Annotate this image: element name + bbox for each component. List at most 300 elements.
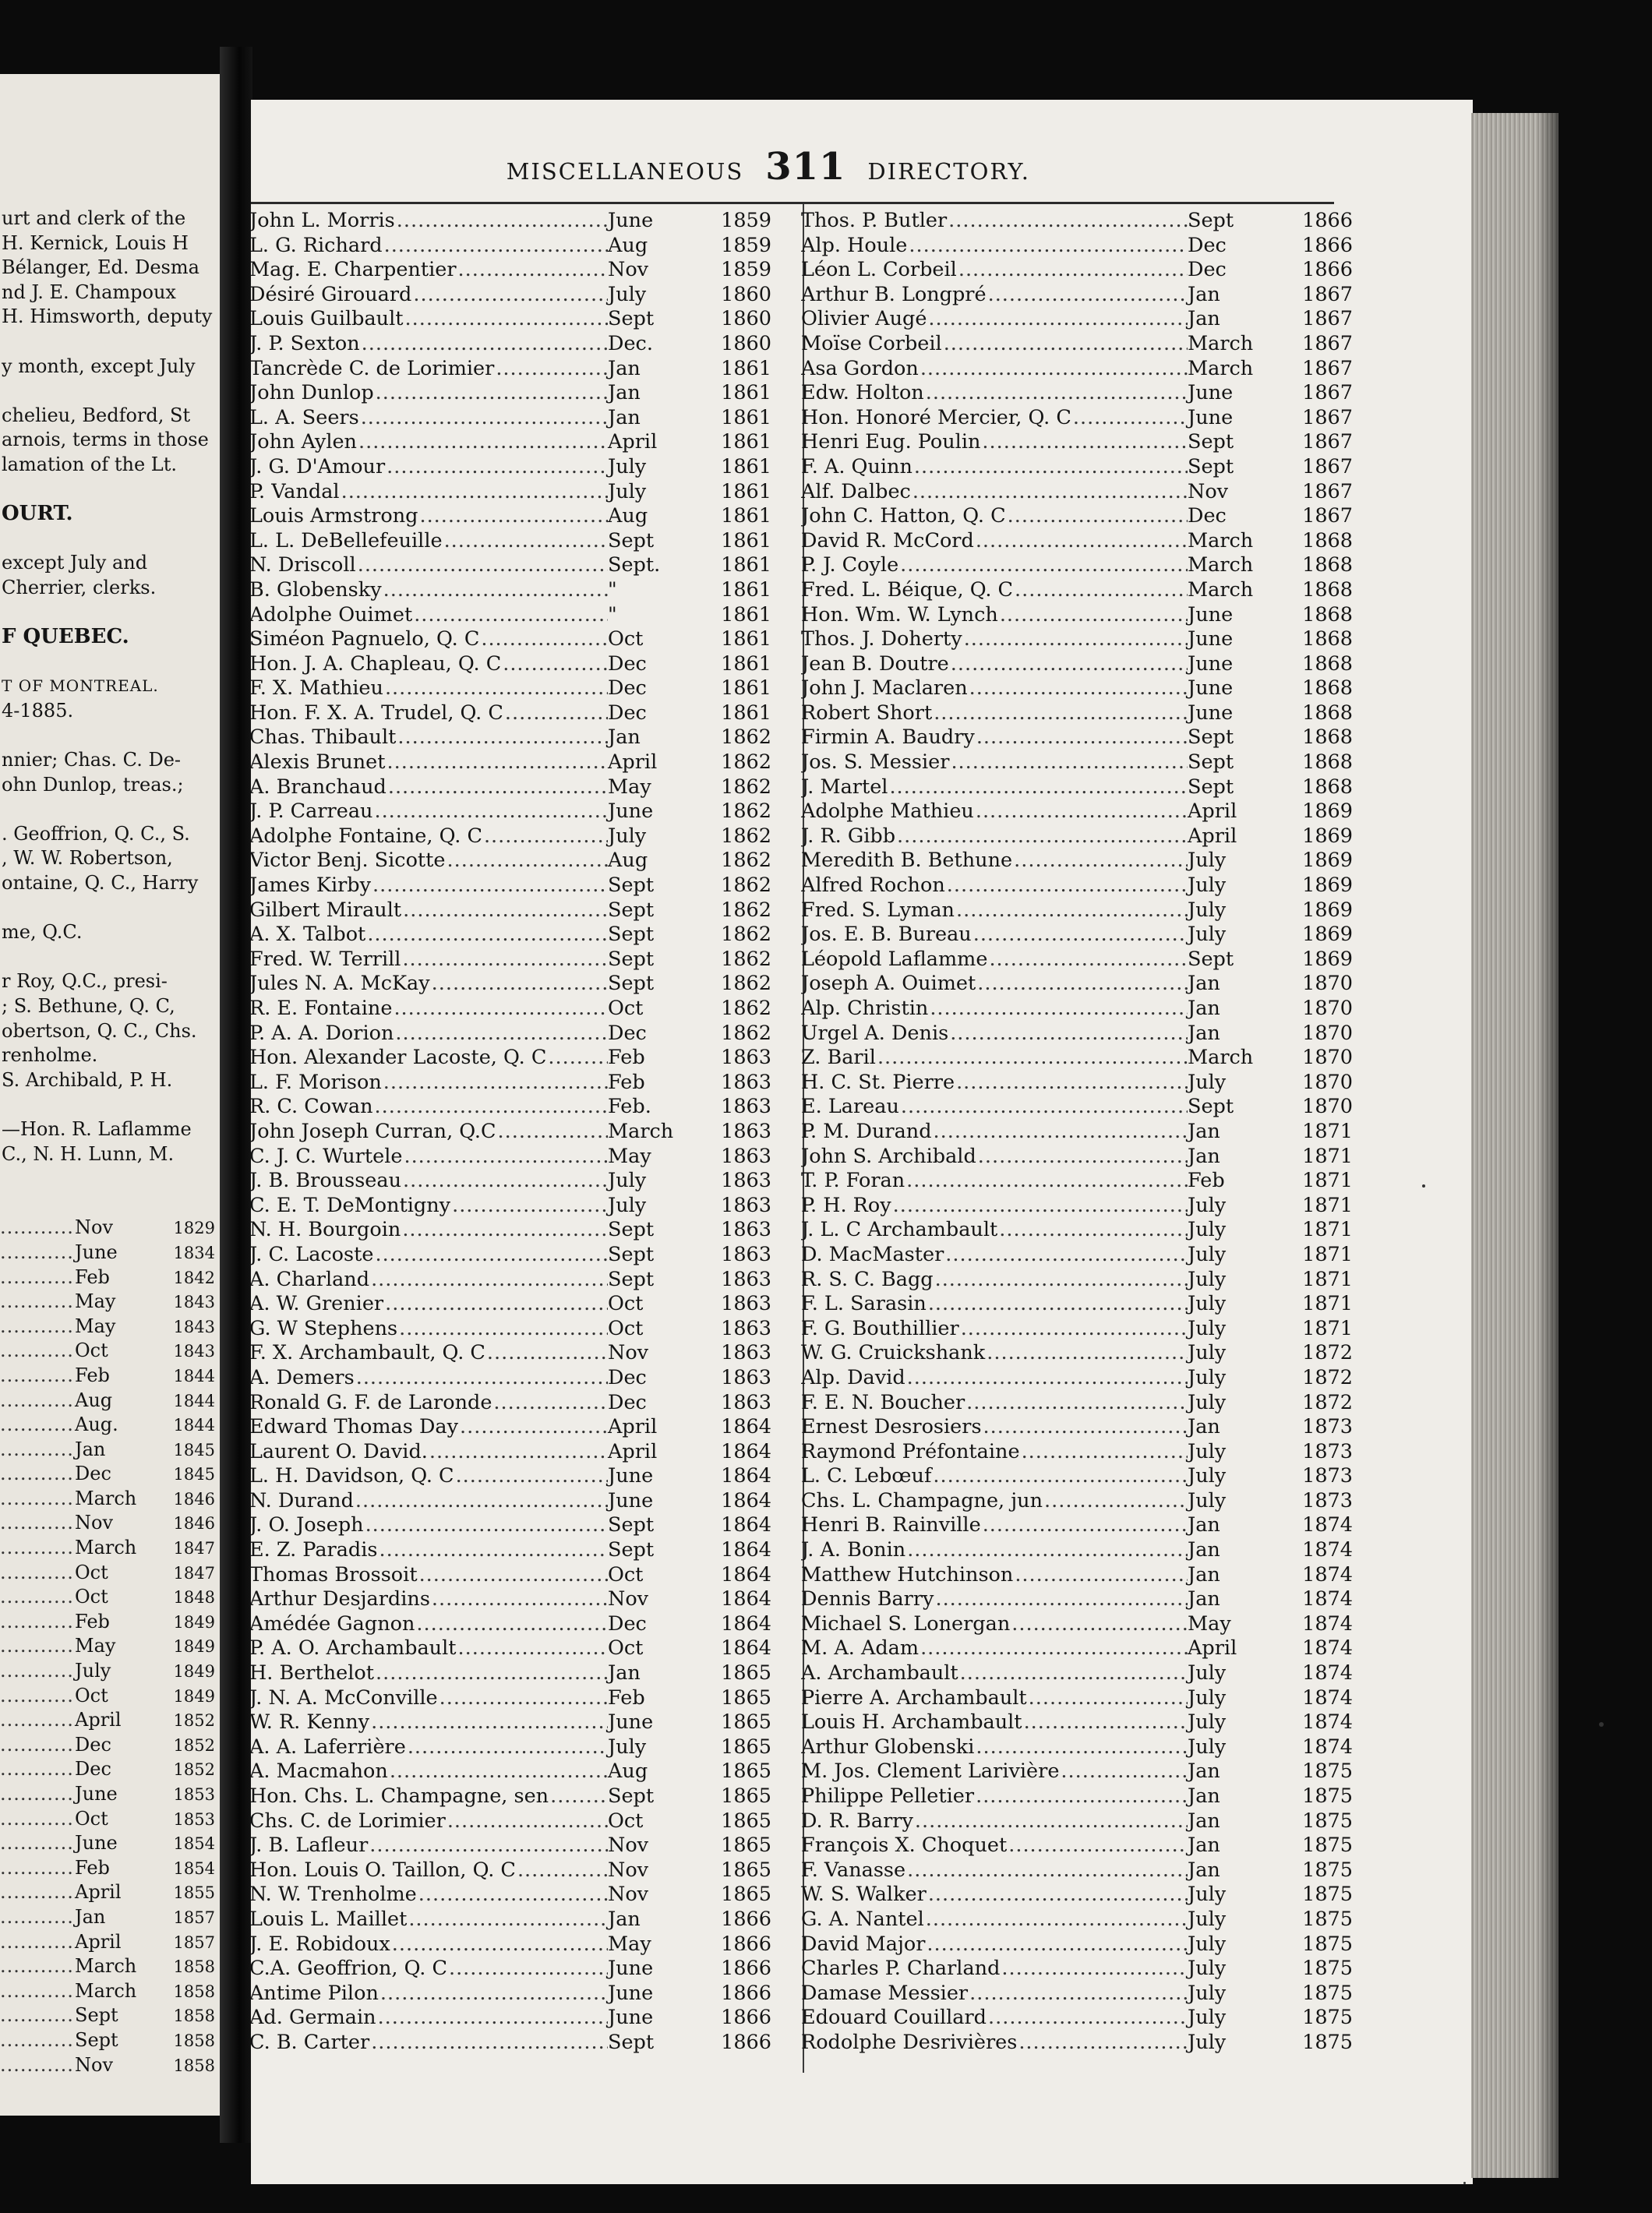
entry-month: Jan	[608, 1907, 641, 1931]
left-page-line: Bélanger, Ed. Desma	[2, 256, 199, 279]
directory-entry	[249, 1366, 771, 1391]
dot-leader	[934, 1587, 1188, 1612]
entry-name: E. Z. Paradis	[249, 1538, 378, 1562]
entry-name: John Aylen	[249, 430, 357, 454]
entry-year: 1870	[1302, 972, 1353, 996]
dot-leader	[928, 997, 1188, 1022]
directory-entry	[801, 1489, 1353, 1514]
entry-month: Sept	[1188, 209, 1234, 232]
directory-entry	[249, 849, 771, 874]
left-page-line: obertson, Q. C., Chs.	[2, 1019, 197, 1042]
directory-entry	[249, 1908, 771, 1932]
left-page-date-entry	[0, 1413, 220, 1438]
directory-entry	[249, 799, 771, 824]
dot-leader	[485, 1341, 608, 1366]
entry-name: J. P. Sexton	[249, 331, 360, 355]
entry-year: 1863	[721, 1292, 771, 1316]
entry-year: 1870	[1302, 997, 1353, 1020]
entry-name: E. Lareau	[801, 1095, 899, 1119]
dot-leader	[948, 1022, 1188, 1046]
dot-leader	[365, 923, 608, 948]
left-page-line	[0, 650, 220, 675]
entry-name: W. S. Walker	[801, 1883, 927, 1907]
entry-year: 1872	[1302, 1390, 1353, 1414]
dot-leader	[369, 2031, 608, 2056]
left-page-line: H. Himsworth, deputy	[2, 305, 213, 328]
dot-leader	[354, 1489, 608, 1514]
directory-entry	[801, 332, 1353, 357]
dot-leader	[417, 1883, 608, 1908]
left-date-month: Oct	[75, 1684, 108, 1707]
directory-entry	[801, 406, 1353, 431]
left-page-date-entry	[0, 1364, 220, 1389]
left-page-line: urt and clerk of the	[2, 207, 186, 229]
directory-entry	[249, 997, 771, 1022]
dot-leader	[932, 1120, 1188, 1145]
left-date-year: 1852	[173, 1760, 215, 1780]
entry-year: 1867	[1302, 282, 1353, 306]
left-page-date-entry	[0, 1831, 220, 1856]
left-page-line: T OF MONTREAL.	[2, 676, 159, 696]
dot-leader	[430, 1587, 608, 1612]
directory-entry	[249, 701, 771, 726]
entry-year: 1867	[1302, 454, 1353, 478]
entry-year: 1873	[1302, 1415, 1353, 1439]
entry-month: Feb.	[608, 1095, 651, 1119]
left-date-month: Dec	[75, 1463, 111, 1485]
entry-month: July	[1188, 1267, 1227, 1291]
ink-fleck	[1422, 1184, 1425, 1188]
entry-year: 1869	[1302, 898, 1353, 922]
entry-month: Sept	[1188, 454, 1234, 478]
entry-name: Louis Armstrong	[249, 504, 418, 528]
directory-entry	[801, 1686, 1353, 1711]
directory-entry	[249, 603, 771, 628]
entry-month: Feb	[608, 1046, 645, 1070]
directory-entry	[801, 1710, 1353, 1735]
entry-year: 1861	[721, 651, 771, 676]
dot-leader	[0, 1954, 75, 1979]
entry-month: March	[1188, 577, 1254, 602]
left-page-date-entry	[0, 1290, 220, 1315]
entry-year: 1863	[721, 1119, 771, 1143]
left-page-date-entry	[0, 1265, 220, 1290]
entry-name: G. A. Nantel	[801, 1907, 924, 1931]
dot-leader	[401, 1218, 608, 1243]
entry-year: 1868	[1302, 676, 1353, 701]
left-page-line: lamation of the Lt.	[2, 453, 178, 475]
dot-leader	[891, 1194, 1188, 1219]
directory-entry	[249, 1095, 771, 1120]
left-page-date-entry	[0, 1315, 220, 1339]
dot-leader	[972, 923, 1188, 948]
left-date-month: Jan	[75, 1438, 106, 1460]
entry-year: 1875	[1302, 1883, 1353, 1907]
dot-leader	[0, 1561, 75, 1586]
entry-name: J. N. A. McConville	[249, 1685, 438, 1710]
directory-entry	[801, 1292, 1353, 1317]
entry-year: 1868	[1302, 750, 1353, 775]
entry-name: Alfred Rochon	[801, 874, 945, 898]
entry-month: Jan	[1188, 1513, 1220, 1537]
entry-month: Sept	[608, 1267, 655, 1291]
left-date-month: April	[75, 1881, 122, 1904]
left-date-month: Nov	[75, 1216, 114, 1239]
entry-name: J. E. Robidoux	[249, 1932, 390, 1956]
left-page-line: except July and	[2, 552, 148, 574]
dot-leader	[0, 1856, 75, 1881]
dot-leader	[0, 1265, 75, 1290]
dot-leader	[359, 406, 608, 431]
entry-year: 1869	[1302, 874, 1353, 898]
left-date-month: Dec	[75, 1733, 111, 1756]
entry-name: M. A. Adam	[801, 1636, 920, 1661]
directory-entry	[249, 1218, 771, 1243]
entry-month: Sept	[1188, 750, 1234, 775]
entry-year: 1866	[721, 2030, 771, 2054]
left-page-date-entry	[0, 1561, 220, 1586]
entry-year: 1871	[1302, 1144, 1353, 1168]
entry-name: David Major	[801, 1932, 926, 1956]
left-date-month: Aug	[75, 1389, 113, 1411]
entry-year: 1868	[1302, 602, 1353, 626]
entry-name: Hon. F. X. A. Trudel, Q. C	[249, 701, 503, 725]
entry-name: J. Martel	[801, 775, 888, 799]
header-right-word: DIRECTORY.	[867, 158, 1030, 185]
directory-entry	[801, 258, 1353, 283]
dot-leader	[404, 307, 608, 332]
entry-month: Oct	[608, 1316, 644, 1340]
entry-year: 1862	[721, 824, 771, 848]
entry-month: Dec	[608, 676, 647, 701]
directory-entry	[249, 1268, 771, 1293]
entry-name: John S. Archibald	[801, 1144, 976, 1168]
directory-entry	[801, 1391, 1353, 1416]
dot-leader	[968, 676, 1188, 701]
entry-name: Mag. E. Charpentier	[249, 258, 457, 282]
entry-year: 1861	[721, 479, 771, 503]
left-page-line	[0, 896, 220, 921]
dot-leader	[976, 1145, 1188, 1170]
entry-year: 1868	[1302, 553, 1353, 577]
entry-name: Edward Thomas Day	[249, 1415, 458, 1439]
entry-month: Dec	[608, 701, 647, 725]
entry-month: Dec	[1188, 258, 1227, 282]
left-page-line	[0, 945, 220, 970]
directory-entry	[801, 1661, 1353, 1686]
entry-year: 1871	[1302, 1119, 1353, 1143]
dot-leader	[382, 578, 608, 603]
entry-year: 1873	[1302, 1488, 1353, 1512]
entry-month: June	[1188, 602, 1234, 626]
entry-month: Feb	[608, 1685, 645, 1710]
entry-month: June	[608, 1957, 654, 1981]
dot-leader	[0, 1389, 75, 1414]
entry-month: Sept	[1188, 725, 1234, 750]
directory-entry	[801, 1145, 1353, 1170]
entry-year: 1869	[1302, 947, 1353, 971]
entry-month: Sept	[608, 947, 655, 971]
left-date-month: Aug.	[75, 1414, 118, 1436]
entry-name: Antime Pilon	[249, 1981, 379, 2005]
dot-leader	[369, 1268, 608, 1293]
entry-month: Feb	[608, 1070, 645, 1094]
directory-entry	[801, 283, 1353, 308]
entry-year: 1865	[721, 1759, 771, 1784]
entry-month: April	[608, 750, 658, 775]
entry-year: 1874	[1302, 1685, 1353, 1710]
directory-entry	[801, 1784, 1353, 1809]
left-page-text	[0, 206, 220, 2077]
dot-leader	[458, 1415, 608, 1440]
directory-entry	[249, 1440, 771, 1465]
directory-entry	[801, 307, 1353, 332]
dot-leader	[1010, 1612, 1188, 1637]
directory-entry	[801, 652, 1353, 677]
entry-month: Jan	[1188, 1759, 1220, 1784]
entry-year: 1863	[721, 1169, 771, 1193]
entry-year: 1875	[1302, 1957, 1353, 1981]
entry-year: 1871	[1302, 1218, 1353, 1242]
entry-month: June	[608, 1710, 654, 1735]
directory-entry	[249, 258, 771, 283]
dot-leader	[446, 849, 608, 874]
entry-name: Olivier Augé	[801, 307, 927, 331]
left-page-line	[0, 1092, 220, 1117]
entry-month: Nov	[608, 1883, 649, 1907]
entry-month: Nov	[1188, 479, 1229, 503]
entry-month: Jan	[1188, 997, 1220, 1020]
left-page-line: , W. W. Robertson,	[2, 847, 173, 870]
entry-month: July	[608, 1735, 647, 1759]
dot-leader	[997, 1218, 1188, 1243]
directory-entry	[249, 1317, 771, 1342]
entry-name: Damase Messier	[801, 1981, 969, 2005]
directory-entry	[249, 578, 771, 603]
dot-leader	[974, 799, 1188, 824]
entry-month: Dec	[608, 1390, 647, 1414]
entry-year: 1866	[1302, 233, 1353, 257]
directory-entry	[801, 1563, 1353, 1588]
directory-entry	[249, 553, 771, 578]
entry-year: 1869	[1302, 824, 1353, 848]
dot-leader	[374, 381, 608, 406]
left-page-date-entry	[0, 1807, 220, 1832]
directory-entry	[801, 1046, 1353, 1071]
entry-month: Jan	[1188, 1784, 1220, 1808]
entry-month: July	[1188, 1365, 1227, 1389]
entry-month: March	[1188, 553, 1254, 577]
directory-entry	[249, 750, 771, 775]
entry-month: April	[1188, 1636, 1237, 1661]
directory-entry	[801, 874, 1353, 898]
entry-month: Nov	[608, 1858, 649, 1882]
dot-leader	[942, 332, 1188, 357]
directory-entry	[249, 972, 771, 997]
entry-month: June	[608, 1488, 654, 1512]
header-rule	[251, 202, 1334, 204]
entry-year: 1861	[721, 454, 771, 478]
entry-month: Oct	[608, 997, 644, 1020]
entry-year: 1874	[1302, 1636, 1353, 1661]
entry-year: 1867	[1302, 331, 1353, 355]
left-date-year: 1834	[173, 1243, 215, 1262]
entry-month: Sept	[608, 923, 655, 947]
left-page-date-entry	[0, 2028, 220, 2053]
dot-leader	[401, 898, 608, 923]
left-date-year: 1843	[173, 1342, 215, 1361]
left-page-date-entry	[0, 2053, 220, 2078]
entry-month: Sept	[1188, 947, 1234, 971]
directory-entry	[249, 480, 771, 505]
directory-entry	[249, 1710, 771, 1735]
entry-year: 1861	[721, 676, 771, 701]
entry-name: Gilbert Mirault	[249, 898, 402, 922]
left-date-year: 1844	[173, 1416, 215, 1435]
directory-entry	[249, 430, 771, 455]
entry-name: N. Durand	[249, 1488, 354, 1512]
left-date-year: 1858	[173, 2031, 215, 2050]
dot-leader	[1006, 504, 1188, 529]
entry-year: 1875	[1302, 1759, 1353, 1784]
left-date-month: Sept	[75, 2028, 118, 2051]
directory-entry	[249, 1759, 771, 1784]
dot-leader	[390, 1932, 608, 1957]
left-page	[0, 74, 220, 2116]
entry-name: Hon. J. A. Chapleau, Q. C	[249, 651, 502, 676]
entry-name: W. G. Cruickshank	[801, 1341, 986, 1365]
directory-entry	[801, 209, 1353, 234]
dot-leader	[965, 1391, 1188, 1416]
dot-leader	[955, 1071, 1188, 1096]
entry-name: J. P. Carreau	[249, 799, 373, 824]
entry-year: 1867	[1302, 405, 1353, 429]
dot-leader	[0, 1659, 75, 1684]
left-page-line	[0, 601, 220, 626]
dot-leader	[457, 1636, 609, 1661]
entry-name: N. H. Bourgoin	[249, 1218, 401, 1242]
directory-entry	[249, 1415, 771, 1440]
entry-month: Aug	[608, 1759, 648, 1784]
dot-leader	[0, 1511, 75, 1536]
entry-year: 1875	[1302, 1834, 1353, 1858]
directory-entry	[801, 1366, 1353, 1391]
entry-month: July	[1188, 1957, 1227, 1981]
entry-name: F. A. Quinn	[801, 454, 912, 478]
directory-entry	[801, 1071, 1353, 1096]
dot-leader	[397, 1317, 608, 1342]
entry-name: Michael S. Lonergan	[801, 1611, 1011, 1636]
entry-month: Sept	[608, 874, 655, 898]
dot-leader	[386, 750, 608, 775]
directory-entry	[801, 1612, 1353, 1637]
directory-entry	[801, 1268, 1353, 1293]
directory-entry	[249, 234, 771, 259]
dot-leader	[516, 1858, 608, 1883]
entry-month: Sept	[1188, 1095, 1234, 1119]
left-date-month: May	[75, 1290, 116, 1313]
entry-name: Edouard Couillard	[801, 2006, 987, 2030]
directory-entry	[249, 775, 771, 800]
entry-month: Sept	[608, 1218, 655, 1242]
left-page-line	[0, 478, 220, 503]
dot-leader	[450, 1194, 608, 1219]
dot-leader	[927, 307, 1188, 332]
directory-entry	[249, 676, 771, 701]
directory-entry	[801, 676, 1353, 701]
entry-name: Hon. Wm. W. Lynch	[801, 602, 998, 626]
entry-year: 1861	[721, 701, 771, 725]
entry-name: A. Branchaud	[249, 775, 387, 799]
entry-name: J. G. D'Amour	[249, 454, 386, 478]
entry-year: 1874	[1302, 1562, 1353, 1587]
dot-leader	[0, 2003, 75, 2028]
directory-entry	[249, 1784, 771, 1809]
entry-name: Hon. Louis O. Taillon, Q. C	[249, 1858, 516, 1882]
entry-name: D. MacMaster	[801, 1242, 944, 1266]
directory-entry	[801, 1464, 1353, 1489]
entry-name: Z. Baril	[801, 1046, 876, 1070]
entry-month: Nov	[608, 258, 649, 282]
directory-entry	[801, 504, 1353, 529]
entry-year: 1868	[1302, 651, 1353, 676]
entry-name: A. Demers	[249, 1365, 355, 1389]
left-page-line: renholme.	[2, 1044, 98, 1067]
left-date-year: 1845	[173, 1465, 215, 1484]
entry-name: Firmin A. Baudry	[801, 725, 975, 750]
entry-name: John J. Maclaren	[801, 676, 968, 701]
directory-entry	[249, 1858, 771, 1883]
directory-entry	[801, 1440, 1353, 1465]
entry-month: Aug	[608, 849, 648, 873]
dot-leader	[944, 1243, 1188, 1268]
entry-name: Chs. C. de Lorimier	[249, 1809, 446, 1833]
left-date-month: April	[75, 1709, 122, 1731]
directory-entry	[801, 2031, 1353, 2056]
left-date-month: Nov	[75, 2053, 114, 2076]
dot-leader	[1017, 2031, 1188, 2056]
left-date-year: 1849	[173, 1662, 215, 1682]
entry-name: Alp. David	[801, 1365, 905, 1389]
entry-month: Nov	[608, 1341, 649, 1365]
entry-month: Jan	[608, 356, 641, 380]
entry-month: July	[1188, 849, 1227, 873]
left-date-year: 1854	[173, 1858, 215, 1878]
entry-year: 1867	[1302, 479, 1353, 503]
entry-month: Jan	[1188, 1562, 1220, 1587]
left-date-year: 1849	[173, 1612, 215, 1632]
entry-month: July	[1188, 1292, 1227, 1316]
entry-month: July	[1188, 1735, 1227, 1759]
entry-name: John L. Morris	[249, 209, 395, 232]
entry-year: 1864	[721, 1636, 771, 1661]
entry-month: July	[1188, 898, 1227, 922]
dot-leader	[394, 1022, 608, 1046]
directory-entry	[249, 1686, 771, 1711]
directory-entry	[801, 529, 1353, 554]
entry-year: 1874	[1302, 1513, 1353, 1537]
left-page-line: S. Archibald, P. H.	[2, 1068, 173, 1091]
entry-name: A. Macmahon	[249, 1759, 388, 1784]
entry-name: Fred. W. Terrill	[249, 947, 401, 971]
entry-month: Jan	[1188, 1021, 1220, 1045]
directory-entry	[801, 1095, 1353, 1120]
dot-leader	[549, 1784, 608, 1809]
entry-month: May	[1188, 1611, 1231, 1636]
entry-month: July	[608, 282, 647, 306]
left-page-date-entry	[0, 1782, 220, 1807]
entry-name: L. C. Lebœuf	[801, 1464, 932, 1488]
